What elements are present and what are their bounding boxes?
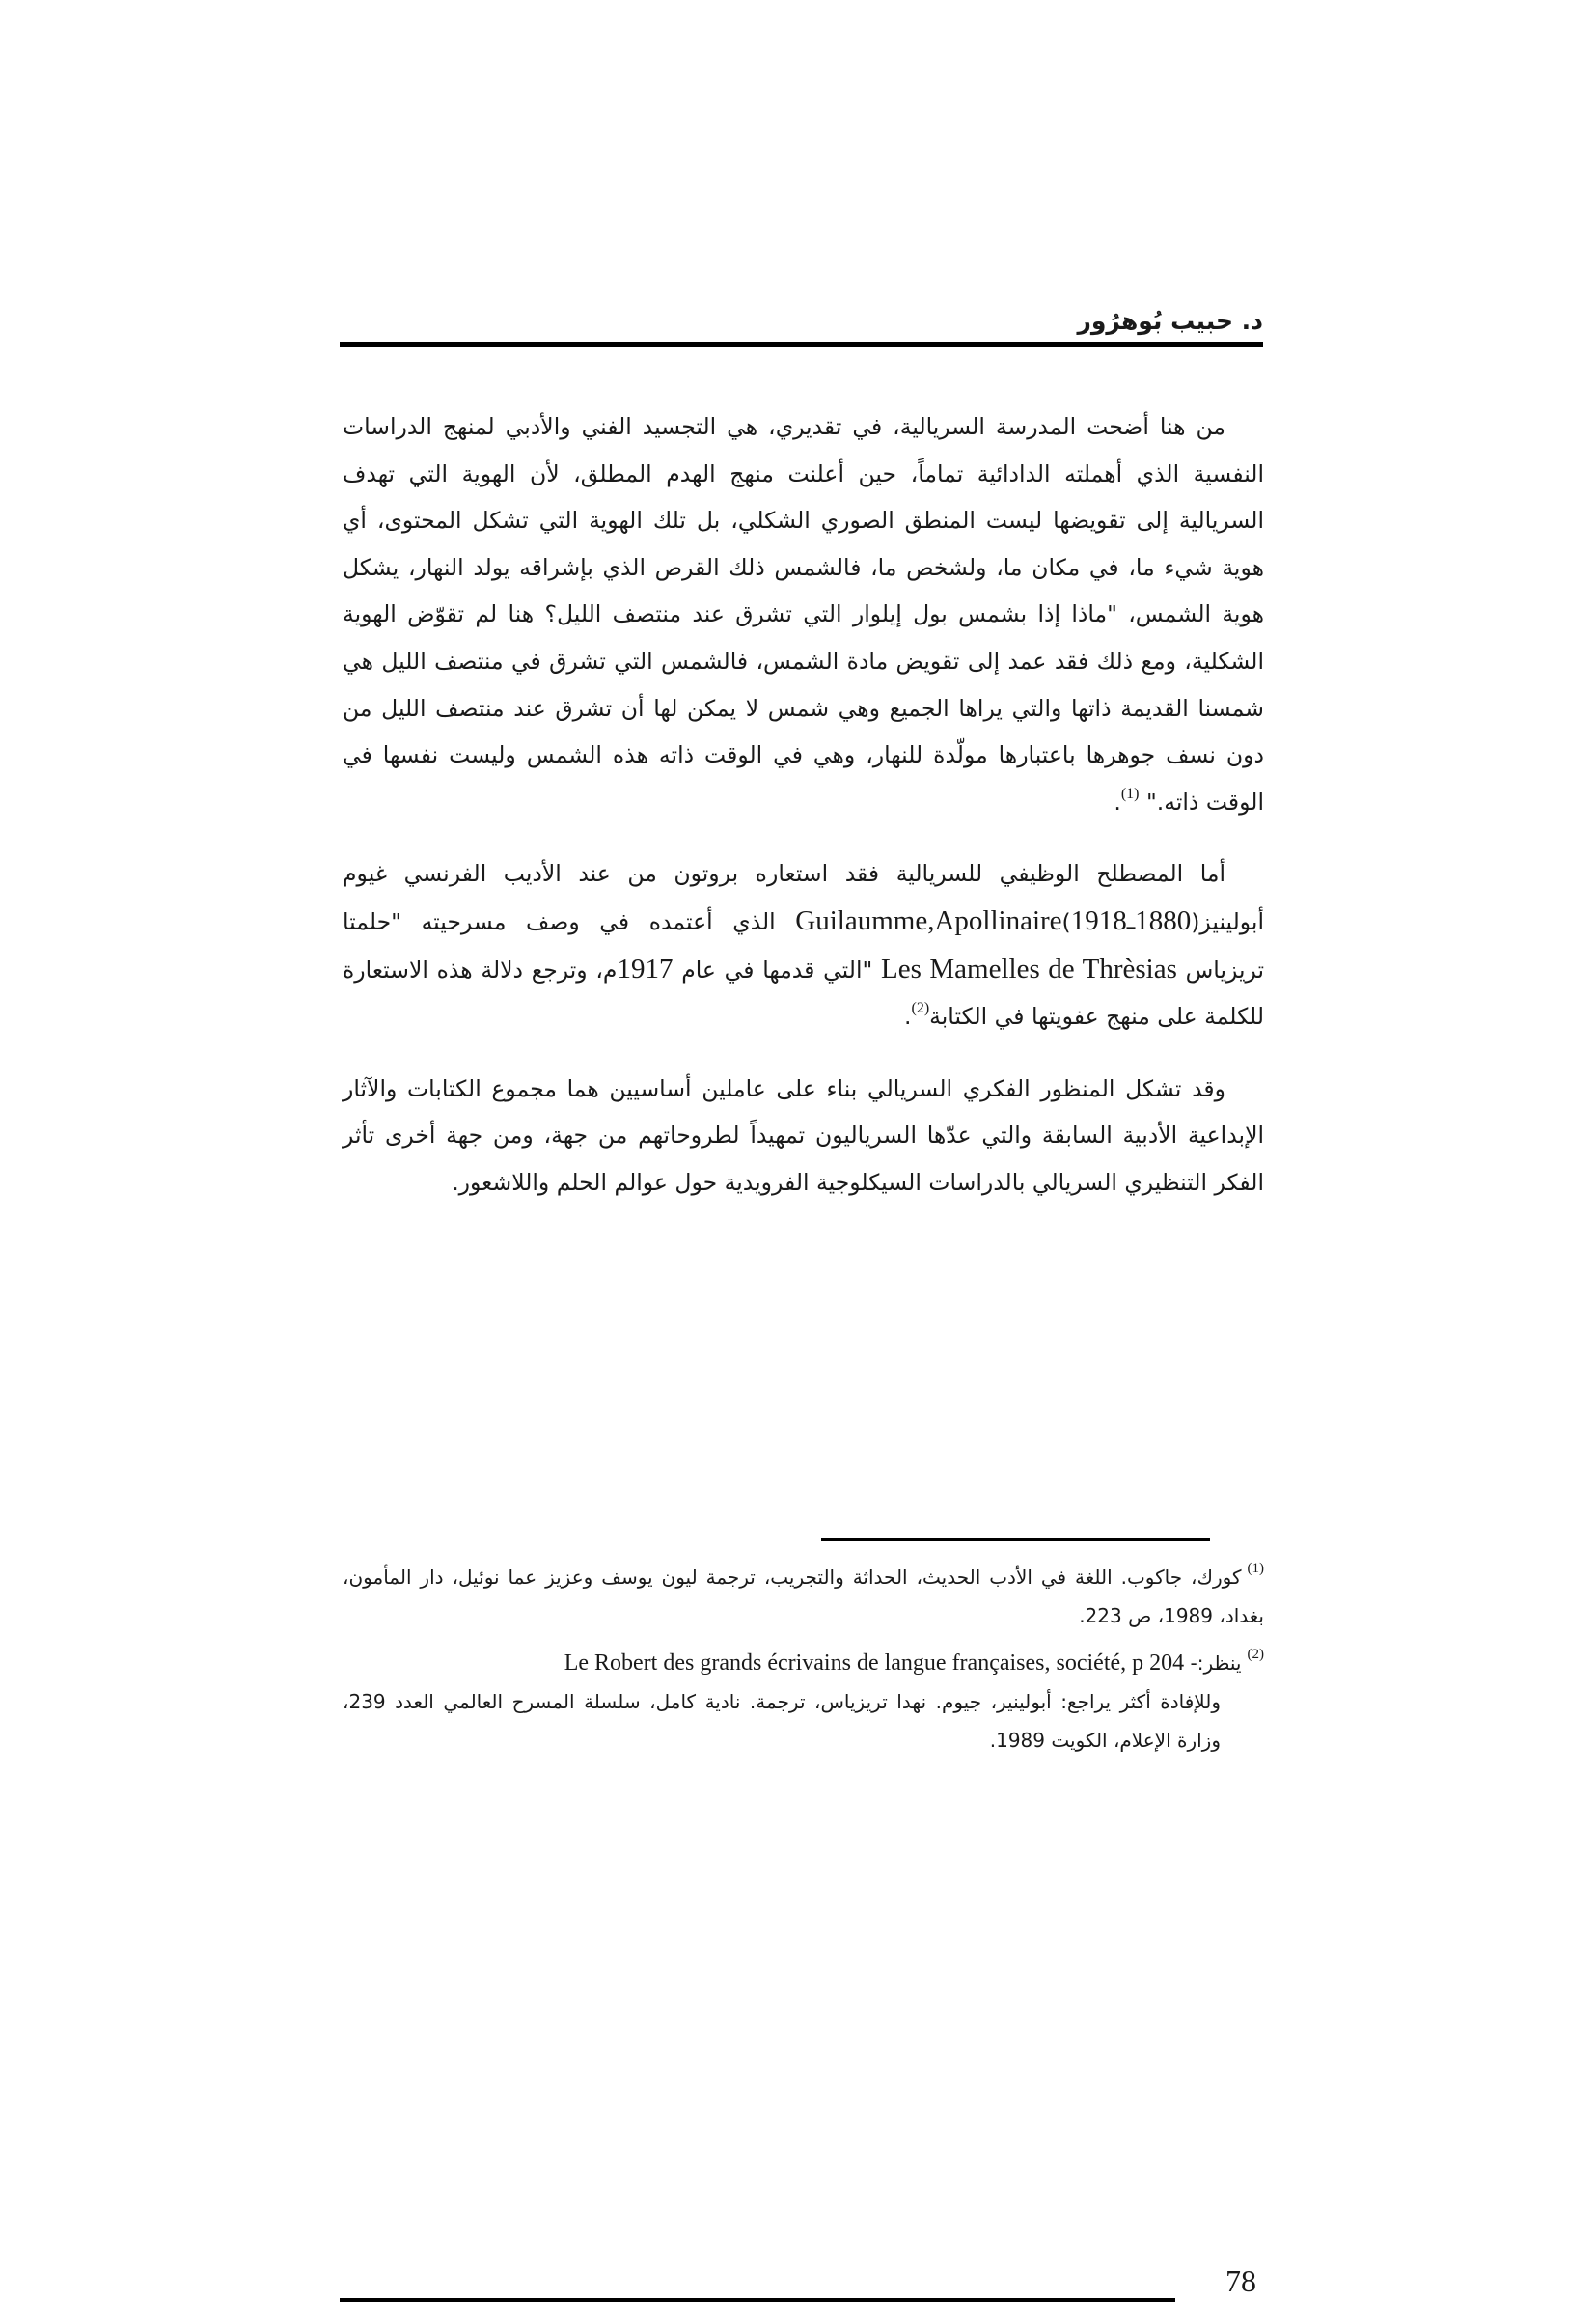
paragraph-2-text-d: "التي قدمها في عام xyxy=(673,956,882,984)
footnote-1 xyxy=(343,1549,1264,1635)
paragraph-2-latin-title: Les Mamelles de Thrèsias xyxy=(881,953,1177,985)
footnote-2 xyxy=(343,1635,1264,1682)
footnote-2-continuation: وللإفادة أكثر يراجع: أبولينير، جيوم. نهدا تريزياس، ترجمة. نادية كامل، سلسلة المسرح العالمي العدد 239، وزارة الإعلام، الكويت 1989. xyxy=(343,1690,1221,1752)
paragraph-2-latin-name: Guilaumme,Apollinaire xyxy=(795,904,1062,936)
footnote-2-latin: Le Robert des grands écrivains de langue françaises, société, p 204 xyxy=(564,1650,1185,1676)
page-number: 78 xyxy=(1225,2263,1256,2298)
paragraph-2: أما المصطلح الوظيفي للسريالية فقد استعاره بروتون من عند الأديب الفرنسي غيوم أبولينيز(1880ـ1918)Guilaumme,Apollinaire الذي أعتمده في وصف مسرحيته "حلمتا تريزياس Les Mamelles de Thrèsias "التي قدمها في عام 1917م، وترجع دلالة هذه الاستعارة للكلمة على منهج عفويتها في الكتابة$^{(2)}$. xyxy=(343,860,1265,1031)
paragraph-2-text-b: ) xyxy=(1061,907,1071,935)
paragraph-2-text-e: م، وترجع دلالة هذه الاستعارة للكلمة على منهج عفويتها في الكتابة xyxy=(343,956,1264,1031)
body-text xyxy=(343,403,1264,1232)
paragraph-2-year: 1917 xyxy=(617,953,674,985)
footnotes xyxy=(343,1549,1264,1760)
header-rule xyxy=(340,342,1263,347)
paragraph-1-text: من هنا أضحت المدرسة السريالية، في تقديري، هي التجسيد الفني والأدبي لمنهج الدراسات النفسية الذي أهملته الدادائية تماماً، حين أعلنت منهج الهدم المطلق، لأن الهوية التي تهدف السريالية إلى تقويضها ليست المنطق الصوري الشكلي، بل تلك الهوية التي تشكل المحتوى، أي هوية شيء ما، في مكان ما، ولشخص ما، فالشمس ذلك القرص الذي بإشراقه يولد النهار، يشكل هوية الشمس، "ماذا إذا بشمس بول إيلوار التي تشرق عند منتصف الليل؟ هنا لم تقوّض الهوية الشكلية، ومع ذلك فقد عمد إلى تقويض مادة الشمس، فالشمس التي تشرق في منتصف الليل هي شمسنا القديمة ذاتها والتي يراها الجميع وهي شمس لا يمكن لها أن تشرق عند منتصف الليل من دون نسف جوهرها باعتبارها مولّدة للنهار، وهي في الوقت ذاته هذه الشمس وليست نفسها في الوقت ذاته." xyxy=(343,413,1264,816)
footnote-ref-1: (1) xyxy=(1120,785,1140,802)
paragraph-3: وقد تشكل المنظور الفكري السريالي بناء على عاملين أساسيين هما مجموع الكتابات والآثار الإبداعية الأدبية السابقة والتي عدّها السرياليون تمهيداً لطروحاتهم من جهة، ومن جهة أخرى تأثر الفكر التنظيري السريالي بالدراسات السيكلوجية الفرويدية حول عوالم الحلم واللاشعور. xyxy=(343,1074,1264,1196)
footnote-1-marker: (1) xyxy=(1247,1561,1264,1576)
footnote-2-prefix: ينظر:- xyxy=(1184,1651,1242,1675)
footer-rule xyxy=(340,2298,1175,2302)
running-header-author: د. حبيب بُوهرُور xyxy=(1077,307,1263,335)
footnote-ref-2: (2) xyxy=(911,1000,930,1017)
footnote-separator xyxy=(821,1538,1210,1541)
paragraph-2-text-a: أما المصطلح الوظيفي للسريالية فقد استعاره بروتون من عند الأديب الفرنسي غيوم أبولينيز( xyxy=(343,860,1264,935)
footnote-1-text: كورك، جاكوب. اللغة في الأدب الحديث، الحداثة والتجريب، ترجمة ليون يوسف وعزيز عما نوئيل، دار المأمون، بغداد، 1989، ص 223. xyxy=(343,1566,1264,1627)
paragraph-1: من هنا أضحت المدرسة السريالية، في تقديري، هي التجسيد الفني والأدبي لمنهج الدراسات النفسية الذي أهملته الدادائية تماماً، حين أعلنت منهج الهدم المطلق، لأن الهوية التي تهدف السريالية إلى تقويضها ليست المنطق الصوري الشكلي، بل تلك الهوية التي تشكل المحتوى، أي هوية شيء ما، في مكان ما، ولشخص ما، فالشمس ذلك القرص الذي بإشراقه يولد النهار، يشكل هوية الشمس، "ماذا إذا بشمس بول إيلوار التي تشرق عند منتصف الليل؟ هنا لم تقوّض الهوية الشكلية، ومع ذلك فقد عمد إلى تقويض مادة الشمس، فالشمس التي تشرق في منتصف الليل هي شمسنا القديمة ذاتها والتي يراها الجميع وهي شمس لا يمكن لها أن تشرق عند منتصف الليل من دون نسف جوهرها باعتبارها مولّدة للنهار، وهي في الوقت ذاته هذه الشمس وليست نفسها في الوقت ذاته." $^{(1)}$. xyxy=(343,413,1264,816)
paragraph-2-text-c: الذي أعتمده في وصف مسرحيته "حلمتا تريزياس xyxy=(343,907,1265,984)
footnote-2-marker: (2) xyxy=(1247,1647,1264,1662)
paragraph-2-years: 1880ـ1918 xyxy=(1070,904,1192,936)
